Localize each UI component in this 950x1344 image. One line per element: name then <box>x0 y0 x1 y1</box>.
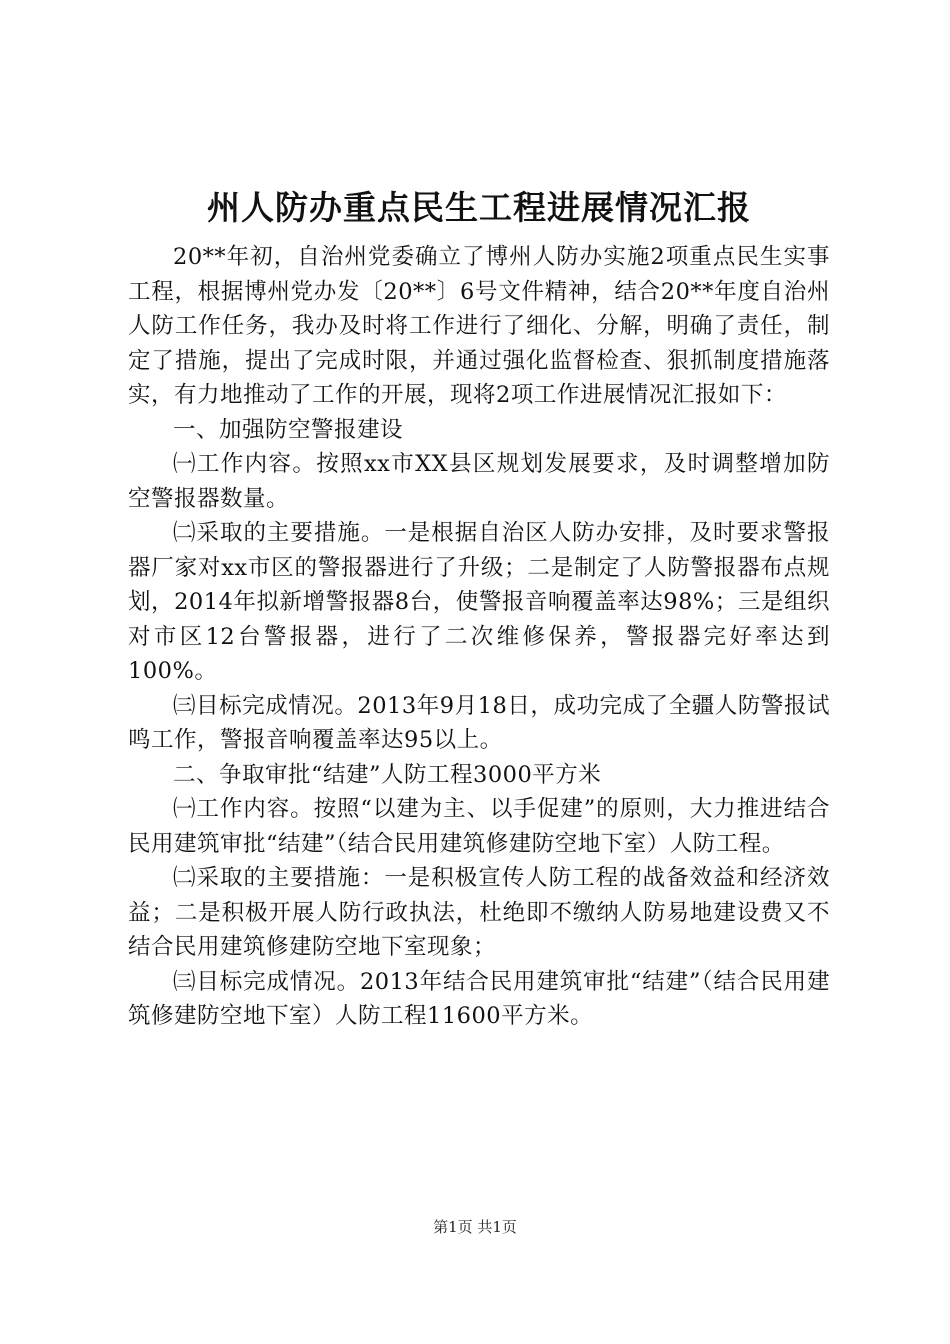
paragraph-1-2: ㈡采取的主要措施。一是根据自治区人防办安排，及时要求警报器厂家对xx市区的警报器进行了升级；二是制定了人防警报器布点规划，2014年拟新增警报器8台，使警报音响覆盖率达98%；三是组织对市区12台警报器，进行了二次维修保养，警报器完好率达到100%。 <box>128 520 830 684</box>
paragraph-1-3: ㈢目标完成情况。2013年9月18日，成功完成了全疆人防警报试鸣工作，警报音响覆盖率达95以上。 <box>128 692 830 753</box>
paragraph-2-1: ㈠工作内容。按照“以建为主、以手促建”的原则，大力推进结合民用建筑审批“结建”（结合民用建筑修建防空地下室）人防工程。 <box>128 796 830 857</box>
section-heading-2: 二、争取审批“结建”人防工程3000平方米 <box>173 761 602 788</box>
paragraph-intro: 20**年初，自治州党委确立了博州人防办实施2项重点民生实事工程，根据博州党办发〔20**〕6号文件精神，结合20**年度自治州人防工作任务，我办及时将工作进行了细化、分解，明确了责任，制定了措施，提出了完成时限，并通过强化监督检查、狠抓制度措施落实，有力地推动了工作的开展，现将2项工作进展情况汇报如下： <box>128 244 830 408</box>
paragraph-1-1: ㈠工作内容。按照xx市XX县区规划发展要求，及时调整增加防空警报器数量。 <box>128 451 830 512</box>
document-title: 州人防办重点民生工程进展情况汇报 <box>207 188 751 227</box>
paragraph-2-2: ㈡采取的主要措施：一是积极宣传人防工程的战备效益和经济效益；二是积极开展人防行政执法，杜绝即不缴纳人防易地建设费又不结合民用建筑修建防空地下室现象； <box>128 865 830 960</box>
section-heading-1: 一、加强防空警报建设 <box>173 416 404 443</box>
page-footer: 第1页 共1页 <box>433 1218 517 1236</box>
document-page <box>128 180 830 1034</box>
paragraph-2-3: ㈢目标完成情况。2013年结合民用建筑审批“结建”（结合民用建筑修建防空地下室）人防工程11600平方米。 <box>128 968 830 1029</box>
